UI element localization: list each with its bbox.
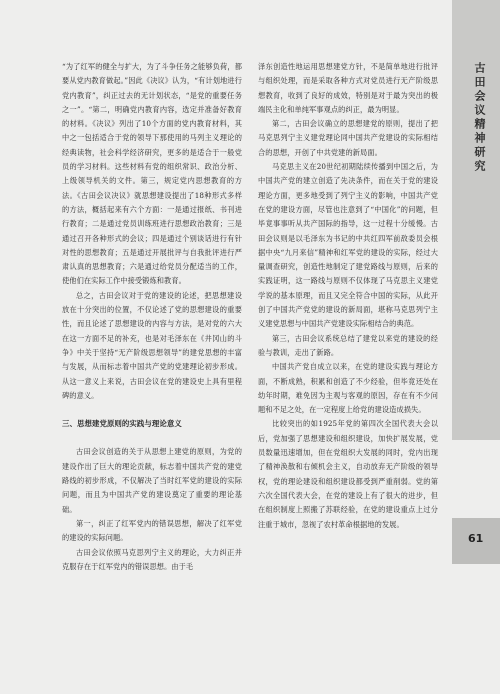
paragraph: 中国共产党自成立以来，在党的建设实践与理论方面，不断成熟，积累和创造了不少经验，但毕竟还处在幼年时期，难免因为主观与客观的原因，存在有不少问题和不足之处，在一定程度上给党的建设造成损失。 [258,362,438,415]
paragraph: 第一，纠正了红军党内的错误思想，解决了红军党的建设的实际问题。 [62,518,242,543]
paragraph: 泽东创造性地运用思想建党方针，不是简单地进行批评与组织处理，而是采取各种方式对党员进行无产阶级思想教育，收到了良好的成效，特别是对于最为突出的极端民主化和单纯军事观点的纠正，最为明显。 [258,62,438,114]
paragraph: 古田会议依照马克思列宁主义的理论，大力纠正并克服存在于红军党内的错误思想。由于毛 [62,547,242,571]
side-tab-title: 古田会议精神研究 [473,62,486,174]
paragraph: 比较突出的如1925年党的第四次全国代表大会以后，党加强了思想建设和组织建设，加快扩展发展，党员数量迅速增加，但在党组织大发展的同时，党内出现了精神涣散和右倾机会主义，自动放弃无产阶级的领导权，党的理论建设和组织建设都受到严重削弱。党的第六次全国代表大会，在党的建设上有了很大的进步，但在组织制度上照搬了苏联经验，在党的建设重点上过分注重于城市，忽视了农村革命根据地的发展。 [258,419,438,529]
paragraph: 总之，古田会议对于党的建设的论述，把思想建设放在十分突出的位置，不仅论述了党的思想建设的重要性，而且论述了思想建设的内容与方法，是对党的六大在这一方面不足的补充，也是对毛泽东在《井冈山的斗争》中关于坚持“无产阶级思想领导”的建党思想的丰富与发展，从而标志着中国共产党的党建理论初步形成。从这一意义上来说，古田会议在党的建设史上具有里程碑的意义。 [62,290,242,400]
right-text-column [258,60,438,532]
section-heading: 三、思想建党原则的实践与理论意义 [62,419,182,429]
paragraph: 第二，古田会议确立的思想建党的原则，提出了把马克思列宁主义建党理论同中国共产党建设的实际相结合的思想，开创了中共党建的新局面。 [258,119,438,157]
paragraph: 马克思主义在20世纪初期陆续传播到中国之后，为中国共产党的建立创造了先决条件，而在关于党的建设理论方面，更多地受到了列宁主义的影响，中国共产党在党的建设方面，尽管也注意到了“中国化”的问题，但毕竟事事听从共产国际的指导，这一过程十分缓慢。古田会议则是以毛泽东为书记的中共红四军前敌委员会根据中央“九月来信”精神和红军党的建设的实际，经过大量调查研究，创造性地制定了建党路线与原则，后来的实践证明，这一路线与原则不仅体现了马克思主义建党学说的基本原理，而且又完全符合中国的实际，从此开创了中国共产党党的建设的新局面，堪称马克思列宁主义建党思想与中国共产党建设实际相结合的典范。 [258,162,438,329]
paragraph: 第三，古田会议系统总结了建党以来党的建设的经验与教训，走出了新路。 [258,333,438,357]
paragraph: 古田会议创造的关于从思想上建党的原则，为党的建设作出了巨大的理论贡献，标志着中国共产党的建党路线的初步形成，不仅解决了当时红军党的建设的实际问题，而且为中国共产党的建设奠定了重要的理论基础。 [62,447,242,514]
paragraph: “为了红军的健全与扩大，为了斗争任务之能够负荷，都要从党内教育做起。”因此《决议》认为，“有计划地进行党内教育”，纠正过去的无计划状态，“是党的重要任务之一”。“第二，明确党内教育内容，选定并准备好教育的材料。《决议》列出了10个方面的党内教育材料，其中之一包括适合于党的领导下那使用的马列主义理论的经典读物，社会科学经济研究，更多的是适合于一般党员的学习材料。这些材料有党的组织常识、政治分析、上级领导机关的文件。第三，规定党内思想教育的方法。《古田会议决议》就思想建设提出了18种形式多样的方法，概括起来有六个方面：一是通过报纸、书刊进行教育；二是通过党员训练班进行思想政治教育；三是通过召开各种形式的会议；四是通过个别谈话进行有针对性的思想教育；五是通过开展批评与自我批评进行严肃认真的思想教育；六是通过给党员分配适当的工作，使他们在实际工作中接受锻炼和教育。 [62,62,242,286]
left-text-column [62,60,242,574]
page-number: 61 [468,532,484,545]
